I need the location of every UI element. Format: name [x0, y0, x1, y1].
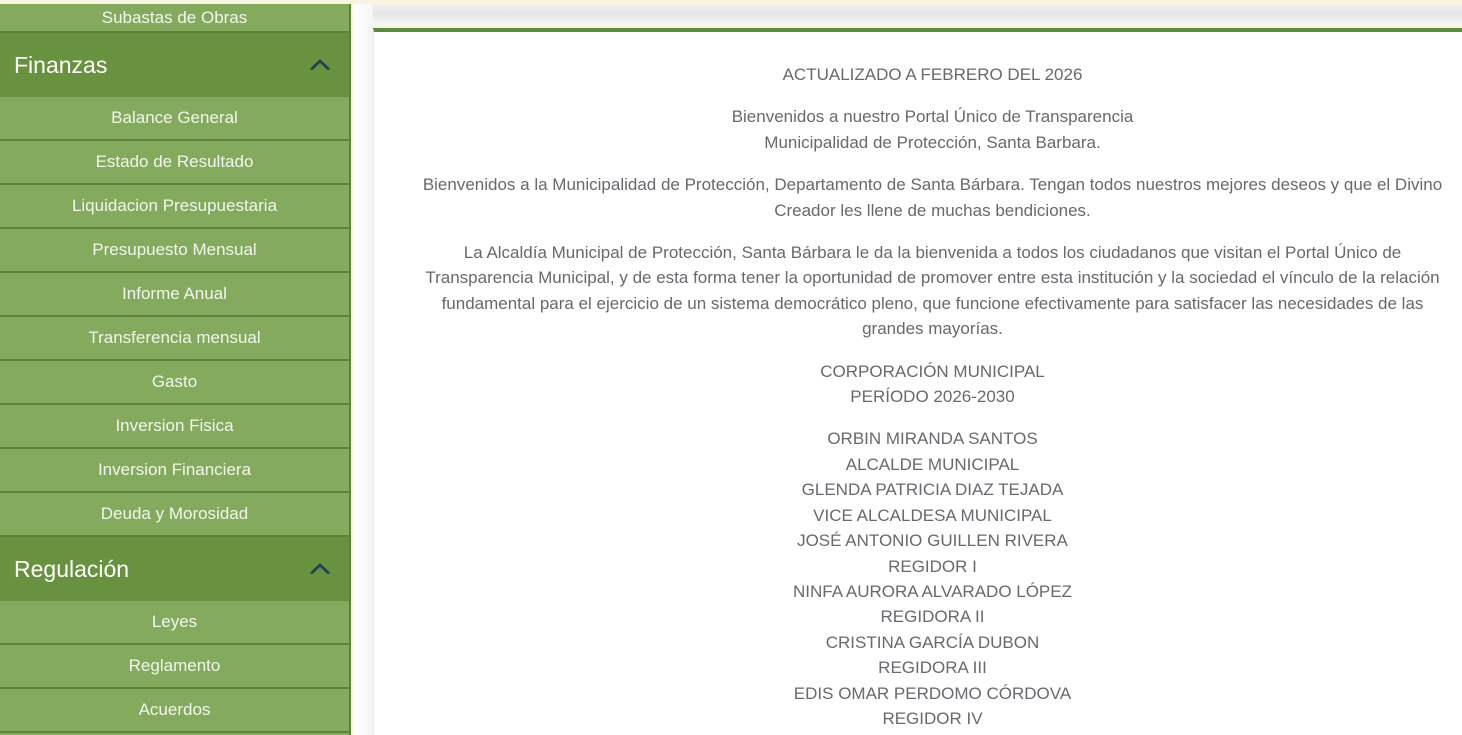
sidebar-item-label: Balance General [111, 108, 238, 127]
official-name: CRISTINA GARCÍA DUBON [825, 632, 1040, 652]
chevron-up-icon [308, 562, 332, 576]
header-shadow-band [373, 5, 1462, 25]
officials-list [414, 426, 1451, 731]
official-name: ORBIN MIRANDA SANTOS [827, 429, 1038, 449]
sidebar-item-liquidacion-presupuestaria[interactable] [0, 185, 349, 229]
official-name: NINFA AURORA ALVARADO LÓPEZ [792, 581, 1072, 601]
updated-line: ACTUALIZADO A FEBRERO DEL 2026 [782, 65, 1083, 84]
sidebar-item-label: Deuda y Morosidad [100, 504, 249, 523]
sidebar-item-presupuesto-mensual[interactable] [0, 229, 349, 273]
official-title: REGIDORA III [878, 658, 987, 678]
corporation-title: CORPORACIÓN MUNICIPAL [820, 361, 1045, 381]
sidebar-item-label: Gasto [151, 372, 198, 391]
sidebar-item-reglamento[interactable] [0, 645, 349, 689]
sidebar-item-label: Reglamento [128, 656, 221, 675]
sidebar-group-label: Finanzas [14, 51, 108, 78]
sidebar-item-label: Inversion Financiera [97, 460, 252, 479]
official-title: VICE ALCALDESA MUNICIPAL [813, 505, 1052, 525]
welcome-paragraph-2: La Alcaldía Municipal de Protección, Santa Bárbara le da la bienvenida a todos los ciudadanos que visitan el Portal Único de Transparencia Municipal, y de esta forma tener la oportunidad de promover entre esta institución y la sociedad el vínculo de la relación fundamental para el ejercicio de un sistema democrático pleno, que funcione efectivamente para satisfacer las necesidades de las grandes mayorías. [425, 243, 1440, 339]
sidebar-content-gap [353, 4, 373, 735]
sidebar-item-deuda-y-morosidad[interactable] [0, 493, 349, 537]
sidebar-item-label: Subastas de Obras [101, 7, 248, 27]
sidebar-item-label: Presupuesto Mensual [92, 240, 257, 259]
sidebar-item-label: Estado de Resultado [95, 152, 254, 171]
official-name: GLENDA PATRICIA DIAZ TEJADA [801, 480, 1064, 500]
official-title: REGIDOR IV [882, 708, 983, 728]
sidebar-group-finanzas[interactable] [0, 33, 349, 97]
sidebar-item-informe-anual[interactable] [0, 273, 349, 317]
sidebar-item-gasto[interactable] [0, 361, 349, 405]
sidebar-group-label: Regulación [14, 555, 130, 582]
sidebar-item-label: Inversion Fisica [115, 416, 234, 435]
sidebar-item-estado-de-resultado[interactable] [0, 141, 349, 185]
sidebar-item-leyes[interactable] [0, 601, 349, 645]
sidebar-item-label: Informe Anual [122, 284, 227, 303]
sidebar-item-label: Transferencia mensual [88, 328, 261, 347]
welcome-line-1: Bienvenidos a nuestro Portal Único de Transparencia [731, 107, 1134, 127]
sidebar-item-subastas-de-obras[interactable] [0, 4, 349, 33]
main-content-card [373, 28, 1462, 735]
sidebar-group-regulacion[interactable] [0, 537, 349, 601]
welcome-content [414, 62, 1451, 731]
sidebar-item-acuerdos[interactable] [0, 689, 349, 733]
official-name: JOSÉ ANTONIO GUILLEN RIVERA [797, 531, 1068, 551]
chevron-up-icon [308, 58, 332, 72]
sidebar-item-transferencia-mensual[interactable] [0, 317, 349, 361]
official-name: EDIS OMAR PERDOMO CÓRDOVA [793, 683, 1072, 703]
official-title: REGIDORA II [880, 607, 985, 627]
sidebar-item-inversion-financiera[interactable] [0, 449, 349, 493]
sidebar [0, 4, 351, 735]
welcome-line-2: Municipalidad de Protección, Santa Barbara. [764, 132, 1101, 152]
corporation-period: PERÍODO 2026-2030 [850, 387, 1015, 407]
official-title: REGIDOR I [888, 556, 977, 576]
sidebar-item-inversion-fisica[interactable] [0, 405, 349, 449]
sidebar-item-balance-general[interactable] [0, 97, 349, 141]
sidebar-item-label: Liquidacion Presupuestaria [71, 196, 278, 215]
sidebar-item-label: Leyes [151, 612, 198, 631]
sidebar-item-label: Acuerdos [138, 700, 211, 719]
official-title: ALCALDE MUNICIPAL [845, 454, 1020, 474]
welcome-paragraph-1: Bienvenidos a la Municipalidad de Protección, Departamento de Santa Bárbara. Tengan todos nuestros mejores deseos y que el Divino Creador les llene de muchas bendiciones. [422, 175, 1443, 220]
